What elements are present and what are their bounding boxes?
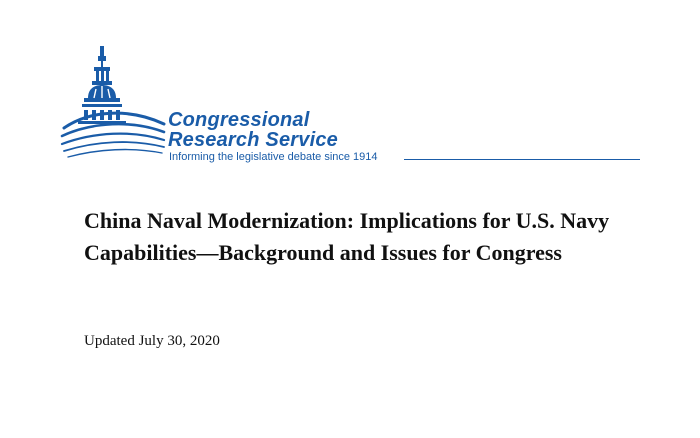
document-title: China Naval Modernization: Implications for U.S. Navy Capabilities—Background and Issues for Congress bbox=[84, 208, 610, 265]
capitol-dome-icon bbox=[60, 40, 170, 165]
tagline-rule bbox=[404, 159, 640, 160]
org-name-line2: Research Service bbox=[168, 129, 338, 151]
org-name-line1: Congressional bbox=[168, 109, 310, 131]
crs-logo bbox=[60, 40, 650, 170]
org-tagline: Informing the legislative debate since 1914 bbox=[169, 151, 378, 163]
updated-date: Updated July 30, 2020 bbox=[84, 333, 220, 349]
